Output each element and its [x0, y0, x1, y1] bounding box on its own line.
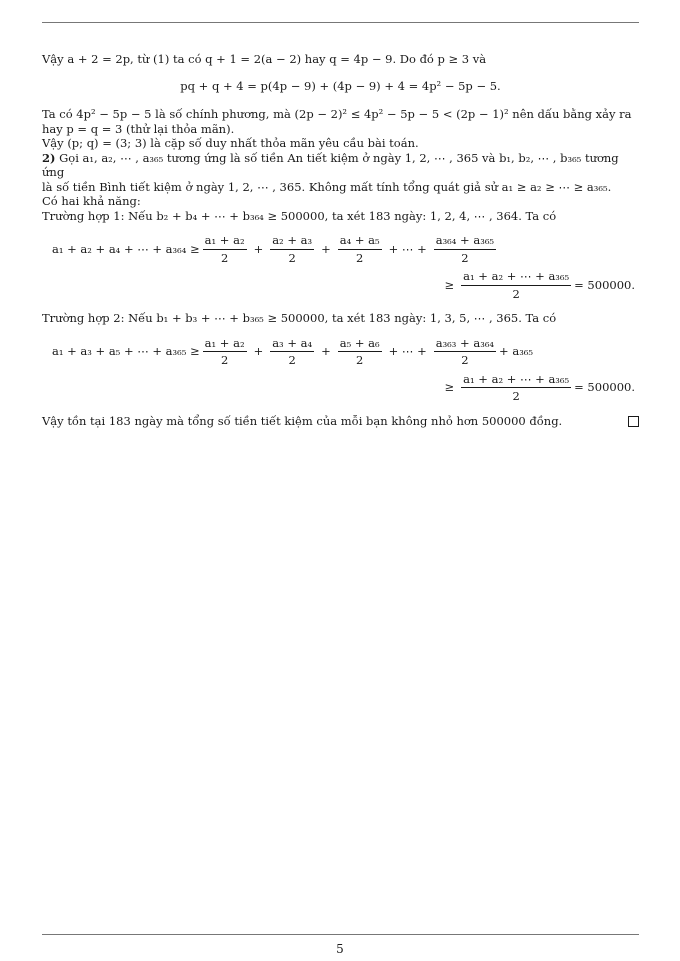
eq1-line-2: ≥ $\frac{\text{a₁ + a₂ + ⋯ + a₃₆₅}}{2}$ = 500000.	[444, 269, 635, 301]
eq1-frac-2: $\frac{\text{a₂ + a₃}}{2}$	[272, 233, 313, 265]
eq1-frac-3: $\frac{\text{a₄ + a₅}}{2}$	[339, 233, 380, 265]
equation-case-2: a₁ + a₃ + a₅ + ⋯ + a₃₆₅ ≥ $\frac{\text{a₁ + a₂}}{2}$ + $\frac{\text{a₃ + a₄}}{2}$ + $\frac{\text{a₅ + a₆}}{2}$ + ⋯ + $\frac{\text{a₃₆₃ + a₃₆₄}}{2}$ + a₃₆₅ ≥ $\frac{\text{a₁ + a₂ + ⋯ + a₃₆₅}}{2}$ = 500000.	[52, 336, 639, 404]
eq1-frac-1: $\frac{\text{a₁ + a₂}}{2}$	[204, 233, 245, 265]
conclusion-text: Vậy tồn tại 183 ngày mà tổng số tiền tiết kiệm của mỗi bạn không nhỏ hơn 500000 đồng.	[42, 414, 639, 429]
eq2-rhs-frac: $\frac{\text{a₁ + a₂ + ⋯ + a₃₆₅}}{2}$	[463, 371, 570, 403]
eq2-tail: + a₃₆₅	[499, 344, 534, 359]
eq1-rhs-frac: $\frac{\text{a₁ + a₂ + ⋯ + a₃₆₅}}{2}$	[463, 269, 570, 301]
case-2-text: Trường hợp 2: Nếu b₁ + b₃ + ⋯ + b₃₆₅ ≥ 500000, ta xét 183 ngày: 1, 3, 5, ⋯ , 365. Ta có	[42, 311, 557, 325]
eq2-frac-3: $\frac{\text{a₅ + a₆}}{2}$	[339, 335, 380, 367]
eq2-frac-4: $\frac{\text{a₃₆₃ + a₃₆₄}}{2}$	[435, 335, 495, 367]
text-line-5: 2) Gọi a₁, a₂, ⋯ , a₃₆₅ tương ứng là số tiền An tiết kiệm ở ngày 1, 2, ⋯ , 365 và b₁, b₂, ⋯ , b₃₆₅ tương ứng	[42, 150, 619, 179]
qed-square-icon	[628, 416, 639, 427]
text-line-1: Vậy a + 2 = 2p, từ (1) ta có q + 1 = 2(a − 2) hay q = 4p − 9. Do đó p ≥ 3 và	[42, 52, 487, 66]
text-line-7: Có hai khả năng:	[42, 194, 141, 208]
equation-pq: pq + q + 4 = p(4p − 9) + (4p − 9) + 4 = 4p² − 5p − 5.	[180, 78, 501, 93]
eq2-frac-2: $\frac{\text{a₃ + a₄}}{2}$	[272, 335, 313, 367]
eq2-line-2: ≥ $\frac{\text{a₁ + a₂ + ⋯ + a₃₆₅}}{2}$ = 500000.	[444, 371, 635, 403]
part-label: 2)	[42, 150, 56, 165]
eq1-lhs: a₁ + a₂ + a₄ + ⋯ + a₃₆₄ ≥	[52, 241, 200, 256]
case-1-text: Trường hợp 1: Nếu b₂ + b₄ + ⋯ + b₃₆₄ ≥ 500000, ta xét 183 ngày: 1, 2, 4, ⋯ , 364. Ta có	[42, 208, 557, 223]
text-line-3: hay p = q = 3 (thử lại thỏa mãn).	[42, 121, 235, 136]
eq2-lhs: a₁ + a₃ + a₅ + ⋯ + a₃₆₅ ≥	[52, 344, 200, 359]
header-rule	[42, 22, 639, 23]
page-number: 5	[336, 942, 344, 956]
footer-rule	[42, 934, 639, 935]
eq1-frac-4: $\frac{\text{a₃₆₄ + a₃₆₅}}{2}$	[435, 233, 495, 265]
equation-case-1: a₁ + a₂ + a₄ + ⋯ + a₃₆₄ ≥ $\frac{\text{a₁ + a₂}}{2}$ + $\frac{\text{a₂ + a₃}}{2}$ + $\frac{\text{a₄ + a₅}}{2}$ + ⋯ + $\frac{\text{a₃₆₄ + a₃₆₅}}{2}$ ≥ $\frac{\text{a₁ + a₂ + ⋯ + a₃₆₅}}{2}$ = 500000.	[52, 233, 639, 301]
text-line-2: Ta có 4p² − 5p − 5 là số chính phương, mà (2p − 2)² ≤ 4p² − 5p − 5 < (2p − 1)² nên dấu bằng xảy ra	[42, 107, 632, 121]
document-body	[42, 52, 639, 428]
eq1-rhs-value: = 500000.	[574, 277, 635, 292]
eq2-frac-1: $\frac{\text{a₁ + a₂}}{2}$	[204, 335, 245, 367]
eq2-rhs-value: = 500000.	[574, 380, 635, 395]
text-line-6: là số tiền Bình tiết kiệm ở ngày 1, 2, ⋯ , 365. Không mất tính tổng quát giả sử a₁ ≥ a₂ ≥ ⋯ ≥ a₃₆₅.	[42, 179, 612, 194]
text-line-4: Vậy (p; q) = (3; 3) là cặp số duy nhất thỏa mãn yêu cầu bài toán.	[42, 136, 419, 150]
